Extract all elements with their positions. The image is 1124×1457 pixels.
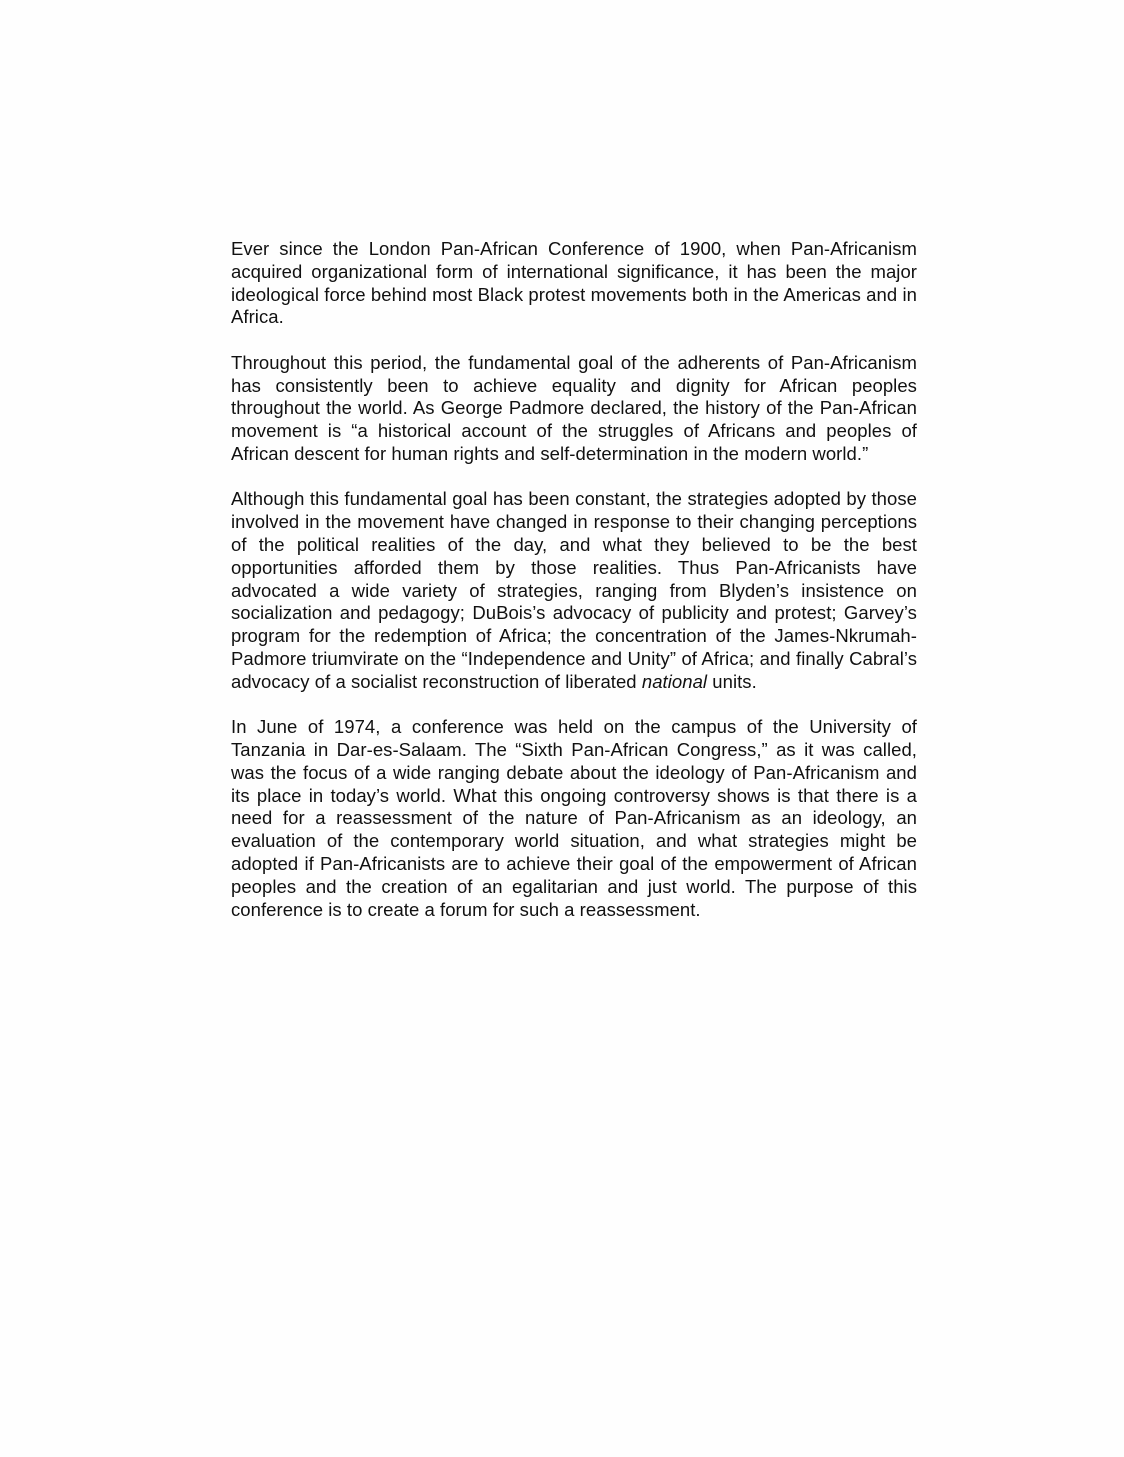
- body-text: [231, 238, 917, 944]
- paragraph-4: In June of 1974, a conference was held on the campus of the University of Tanzania in Dar-es-Salaam. The “Sixth Pan-African Congress,” as it was called, was the focus of a wide ranging debate about the ideology of Pan-Africanism and its place in today’s world. What this ongoing controversy shows is that there is a need for a reassessment of the nature of Pan-Africanism as an ideology, an evaluation of the contemporary world situation, and what strategies might be adopted if Pan-Africanists are to achieve their goal of the empowerment of African peoples and the creation of an egalitarian and just world. The purpose of this conference is to create a forum for such a reassessment.: [231, 716, 917, 920]
- paragraph-3-tail: units.: [707, 670, 757, 692]
- paragraph-3-italic: national: [641, 670, 708, 692]
- paragraph-2: Throughout this period, the fundamental goal of the adherents of Pan-Africanism has consistently been to achieve equality and dignity for African peoples throughout the world. As George Padmore declared, the history of the Pan-African movement is “a historical account of the struggles of Africans and peoples of African descent for human rights and self-determination in the modern world.”: [231, 351, 917, 464]
- paragraph-1: Ever since the London Pan-African Conference of 1900, when Pan-Africanism acquired organizational form of international significance, it has been the major ideological force behind most Black protest movements both in the Americas and in Africa.: [231, 238, 917, 328]
- paragraph-3: [231, 488, 917, 693]
- paragraph-3-text: Although this fundamental goal has been constant, the strategies adopted by those involved in the movement have changed in response to their changing perceptions of the political realities of the day, and what they believed to be the best opportunities afforded them by those realities. Thus Pan-Africanists have advocated a wide variety of strategies, ranging from Blyden’s insistence on socialization and pedagogy; DuBois’s advocacy of publicity and protest; Garvey’s program for the redemption of Africa; the concentration of the James-Nkrumah-Padmore triumvirate on the “Independence and Unity” of Africa; and finally Cabral’s advocacy of a socialist reconstruction of liberated: [231, 488, 917, 692]
